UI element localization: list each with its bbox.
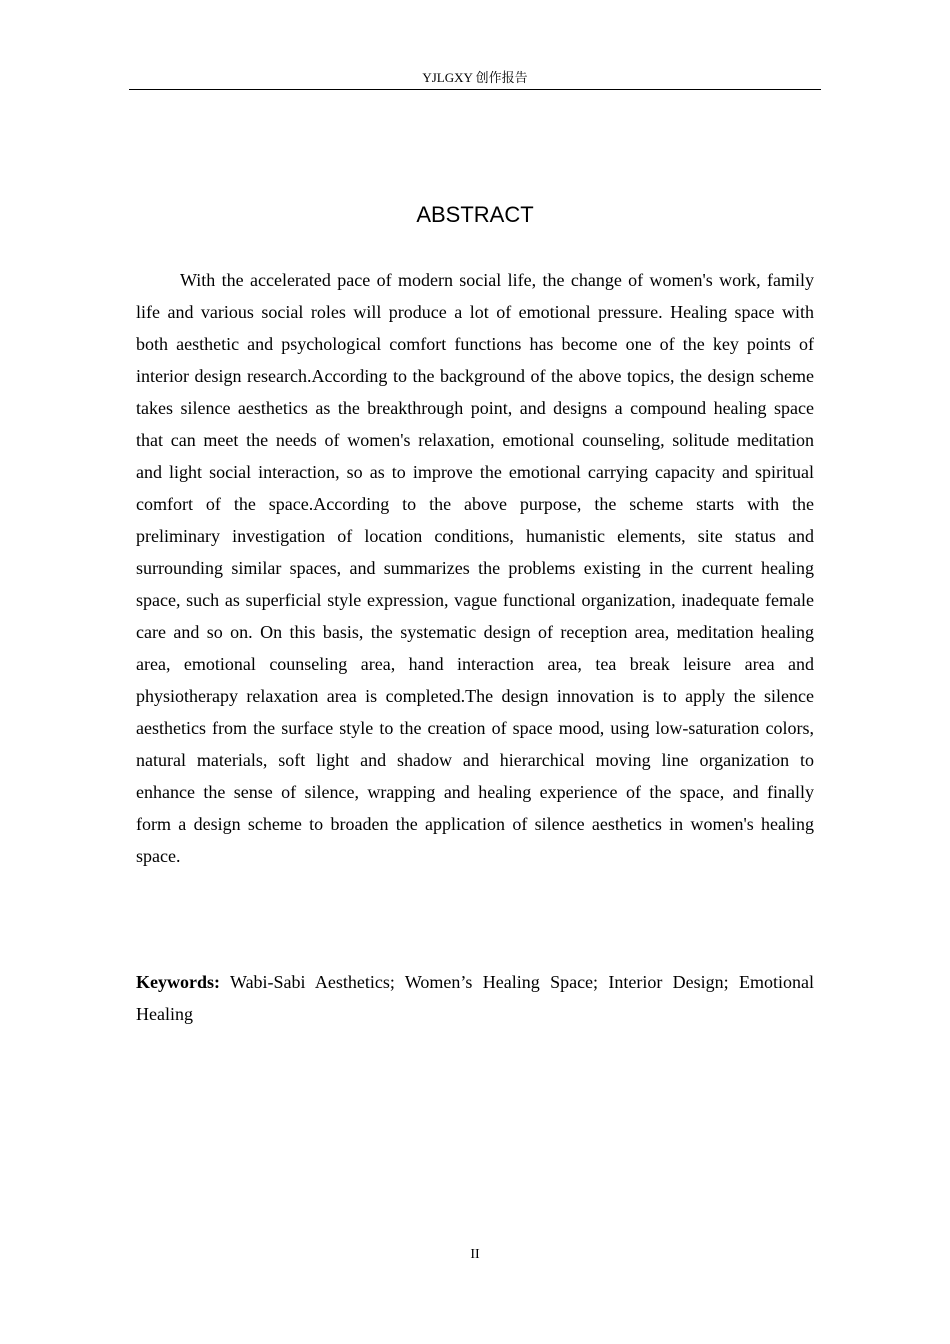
header-text: YJLGXY 创作报告 — [422, 70, 528, 85]
page-number: II — [470, 1247, 480, 1262]
page-title: ABSTRACT — [416, 202, 534, 227]
abstract-paragraph: With the accelerated pace of modern social life, the change of women's work, family life and various social roles will produce a lot of emotional pressure. Healing space with both aesthetic and psychological comfort functions has become one of the key points of interior design research.According to the background of the above topics, the design scheme takes silence aesthetics as the breakthrough point, and designs a compound healing space that can meet the needs of women's relaxation, emotional counseling, solitude meditation and light social interaction, so as to improve the emotional carrying capacity and spiritual comfort of the space.According to the above purpose, the scheme starts with the preliminary investigation of location conditions, humanistic elements, site status and surrounding similar spaces, and summarizes the problems existing in the current healing space, such as superficial style expression, vague functional organization, inadequate female care and so on. On this basis, the systematic design of reception area, meditation healing area, emotional counseling area, hand interaction area, tea break leisure area and physiotherapy relaxation area is completed.The design innovation is to apply the silence aesthetics from the surface style to the creation of space mood, using low-saturation colors, natural materials, soft light and shadow and hierarchical moving line organization to enhance the sense of silence, wrapping and healing experience of the space, and finally form a design scheme to broaden the application of silence aesthetics in women's healing space. — [136, 270, 814, 866]
page-header — [129, 70, 821, 90]
keywords-section — [136, 966, 814, 1030]
keywords-label: Keywords: — [136, 972, 220, 992]
keywords-text: Wabi-Sabi Aesthetics; Women’s Healing Space; Interior Design; Emotional Healing — [136, 972, 814, 1024]
